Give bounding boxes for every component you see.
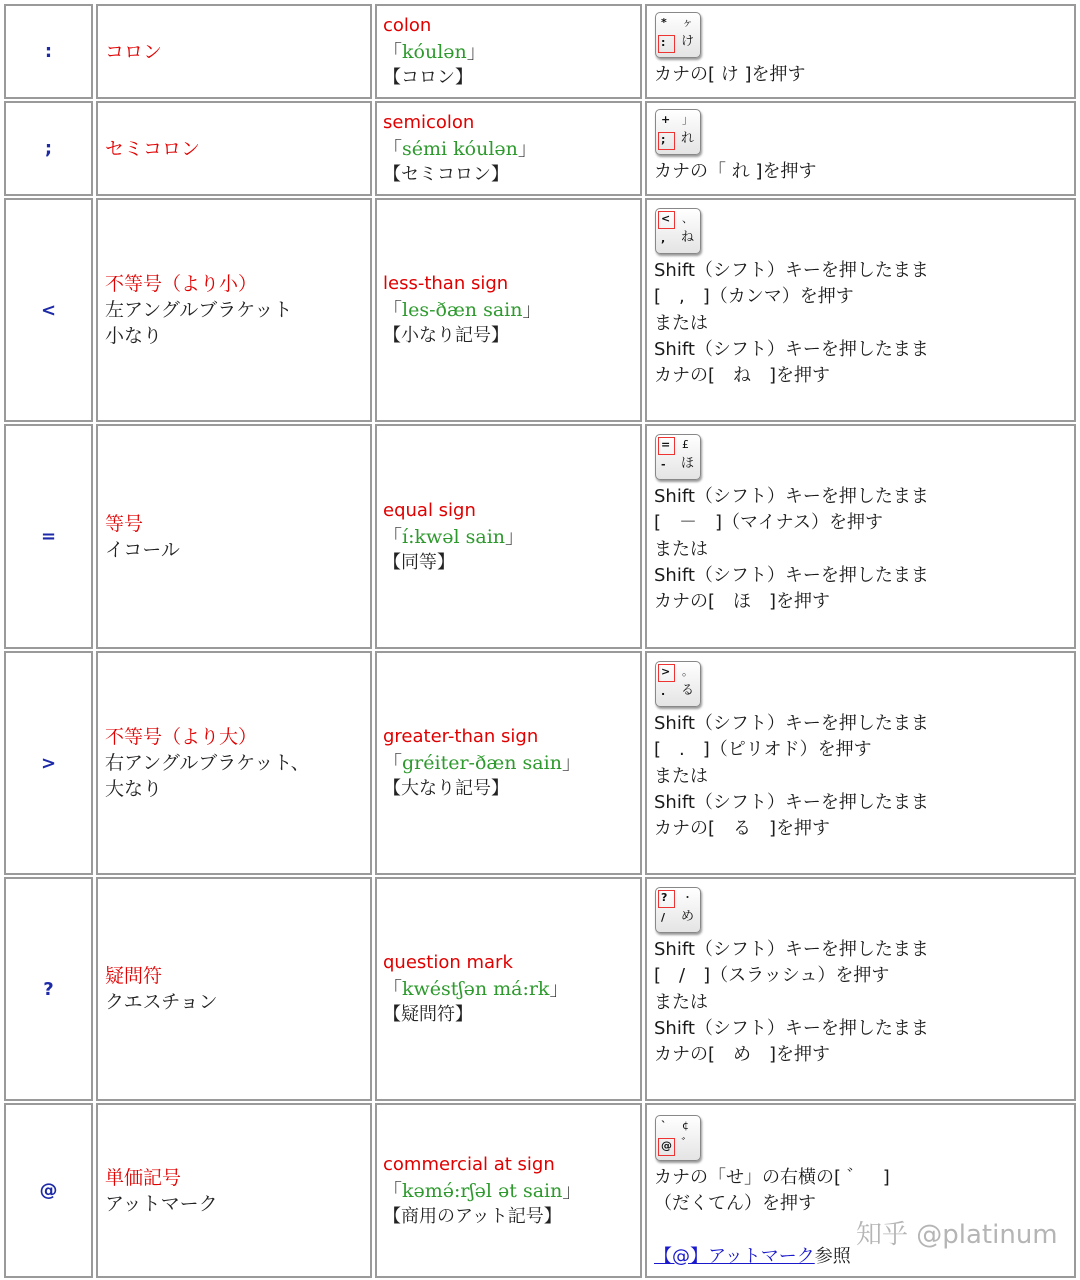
key-legend-bl: . — [661, 685, 666, 698]
key-legend-br: め — [681, 909, 695, 924]
key-legend-tl: = — [661, 438, 671, 451]
atmark-reference-link[interactable]: 【@】アットマーク — [654, 1245, 815, 1267]
name-cell — [96, 651, 372, 875]
phonetic-line — [383, 1178, 640, 1204]
key-legend-tr: 。 — [682, 665, 693, 678]
symbol-char: > — [40, 752, 57, 774]
english-cell — [375, 651, 642, 875]
instruction-cell — [645, 424, 1076, 649]
instruction-cell — [645, 4, 1076, 99]
phonetic-text: les-ðæn sain — [402, 299, 523, 321]
keycap-icon — [655, 661, 701, 707]
keycap-icon — [655, 887, 701, 933]
key-legend-bl: : — [661, 36, 666, 49]
watermark: 知乎 @platinum — [856, 1220, 1058, 1250]
key-legend-br: れ — [681, 131, 695, 146]
phonetic-text: gréiter-ðæn sain — [402, 752, 562, 774]
english-cell — [375, 1103, 642, 1278]
symbol-cell — [4, 4, 93, 99]
keycap-icon — [655, 434, 701, 480]
symbol-cell — [4, 424, 93, 649]
instruction-line: または — [654, 991, 708, 1013]
english-name: equal sign — [383, 499, 476, 521]
open-bracket: 「 — [383, 978, 403, 1000]
name-cell — [96, 198, 372, 422]
instruction-line: カナの[ る ]を押す — [654, 818, 831, 840]
name-cell — [96, 1103, 372, 1278]
name-cell — [96, 877, 372, 1101]
key-legend-tl: < — [661, 212, 671, 225]
key-legend-tl: * — [661, 16, 667, 29]
english-name: question mark — [383, 952, 513, 973]
instruction-line: Shift（シフト）キーを押したまま — [654, 564, 929, 586]
symbol-cell — [4, 198, 93, 422]
key-legend-tr: ヶ — [682, 16, 693, 29]
phonetic-line — [383, 297, 640, 323]
key-legend-tl: ? — [661, 891, 668, 904]
key-legend-br: ね — [681, 230, 695, 245]
japanese-term: 【セミコロン】 — [383, 163, 509, 185]
english-cell — [375, 424, 642, 649]
alt-name: イコール — [105, 538, 180, 561]
japanese-term: 【小なり記号】 — [383, 325, 509, 346]
open-bracket: 「 — [383, 1179, 403, 1202]
instruction-line: Shift（シフト）キーを押したまま — [654, 338, 929, 360]
instruction-line: Shift（シフト）キーを押したまま — [654, 939, 929, 960]
open-bracket: 「 — [383, 299, 403, 321]
instruction-line: カナの「 れ ]を押す — [654, 161, 817, 182]
instruction-line: カナの「せ」の右横の[ ゛ ] — [654, 1167, 890, 1188]
primary-name: コロン — [105, 40, 163, 63]
key-legend-bl: - — [661, 458, 666, 471]
name-cell — [96, 424, 372, 649]
phonetic-text: í:kwəl sain — [402, 525, 506, 548]
phonetic-text: kóulən — [402, 40, 467, 63]
key-legend-tl: ` — [661, 1119, 667, 1132]
symbol-cell — [4, 101, 93, 196]
japanese-term: 【同等】 — [383, 551, 455, 573]
key-legend-tr: ・ — [682, 891, 693, 904]
english-cell — [375, 4, 642, 99]
primary-name: 不等号（より小） — [105, 273, 258, 295]
primary-name: 疑問符 — [105, 965, 163, 987]
key-legend-tr: ¢ — [682, 1119, 689, 1132]
primary-name: 不等号（より大） — [105, 726, 258, 748]
key-legend-br: け — [681, 34, 695, 49]
english-name: greater-than sign — [383, 726, 539, 747]
instruction-cell — [645, 651, 1076, 875]
japanese-term: 【疑問符】 — [383, 1004, 473, 1025]
phonetic-line — [383, 524, 640, 550]
key-legend-bl: @ — [661, 1139, 672, 1152]
english-cell — [375, 198, 642, 422]
alt-name: 右アングルブラケット、 — [105, 752, 310, 774]
instruction-line: Shift（シフト）キーを押したまま — [654, 791, 929, 813]
instruction-line: Shift（シフト）キーを押したまま — [654, 260, 929, 281]
symbol-char: ; — [44, 138, 53, 159]
instruction-line: Shift（シフト）キーを押したまま — [654, 486, 929, 507]
japanese-term: 【コロン】 — [383, 66, 473, 88]
keycap-icon — [655, 12, 701, 58]
english-name: commercial at sign — [383, 1153, 555, 1175]
keycap-icon — [655, 109, 701, 155]
close-bracket: 」 — [549, 978, 569, 1000]
symbol-cell — [4, 877, 93, 1101]
instruction-cell — [645, 877, 1076, 1101]
instruction-line: または — [654, 765, 708, 787]
close-bracket: 」 — [466, 40, 486, 63]
phonetic-text: kəmə́:rʃəl ət sain — [402, 1179, 563, 1202]
instruction-line: カナの[ め ]を押す — [654, 1044, 831, 1066]
instruction-line: [ － ]（マイナス）を押す — [654, 512, 883, 534]
instruction-line: カナの[ ほ ]を押す — [654, 591, 831, 613]
close-bracket: 」 — [505, 525, 525, 548]
reference-suffix: 参照 — [814, 1245, 851, 1267]
alt-name: 大なり — [105, 778, 163, 800]
alt-name: 左アングルブラケット — [105, 299, 293, 321]
open-bracket: 「 — [383, 137, 403, 160]
phonetic-text: kwéstʃən má:rk — [402, 978, 550, 1000]
japanese-term: 【商用のアット記号】 — [383, 1205, 562, 1227]
key-legend-br: る — [681, 683, 695, 698]
open-bracket: 「 — [383, 40, 403, 63]
open-bracket: 「 — [383, 525, 403, 548]
primary-name: 等号 — [105, 512, 144, 535]
key-legend-tr: 、 — [682, 212, 693, 225]
name-cell — [96, 101, 372, 196]
symbol-char: = — [40, 526, 57, 547]
alt-name: アットマーク — [105, 1192, 218, 1215]
instruction-line: （だくてん）を押す — [654, 1193, 816, 1215]
instruction-line: Shift（シフト）キーを押したまま — [654, 1017, 929, 1039]
close-bracket: 」 — [561, 752, 581, 774]
symbol-char: : — [44, 41, 53, 62]
english-name: less-than sign — [383, 273, 509, 294]
open-bracket: 「 — [383, 752, 403, 774]
japanese-term: 【大なり記号】 — [383, 778, 509, 799]
phonetic-line — [383, 976, 640, 1002]
key-legend-bl: ; — [661, 133, 666, 146]
instruction-line: Shift（シフト）キーを押したまま — [654, 713, 929, 734]
symbol-char: < — [40, 299, 57, 321]
english-name: colon — [383, 14, 432, 36]
key-legend-br: ほ — [681, 456, 695, 471]
symbol-cell — [4, 1103, 93, 1278]
key-legend-tl: + — [661, 113, 671, 126]
symbol-char: @ — [39, 1180, 58, 1201]
instruction-line: [ . ]（ピリオド）を押す — [654, 739, 872, 761]
instruction-line: [ , ]（カンマ）を押す — [654, 286, 854, 308]
phonetic-text: sémi kóulən — [402, 137, 518, 160]
phonetic-line — [383, 136, 640, 162]
instruction-line: [ / ]（スラッシュ）を押す — [654, 965, 890, 987]
close-bracket: 」 — [562, 1179, 582, 1202]
instruction-cell — [645, 101, 1076, 196]
alt-name: 小なり — [105, 325, 163, 347]
keycap-icon — [655, 208, 701, 254]
instruction-line: カナの[ ね ]を押す — [654, 365, 831, 387]
key-legend-bl: , — [661, 232, 666, 245]
symbol-char: ? — [43, 978, 54, 1000]
instruction-cell — [645, 1103, 1076, 1278]
english-name: semicolon — [383, 111, 475, 133]
close-bracket: 」 — [522, 299, 542, 321]
close-bracket: 」 — [517, 137, 537, 160]
key-legend-br: ゛ — [681, 1137, 695, 1152]
phonetic-line — [383, 39, 640, 65]
key-legend-bl: / — [661, 911, 666, 924]
alt-name: クエスチョン — [105, 991, 218, 1013]
instruction-line: または — [654, 538, 708, 560]
keycap-icon — [655, 1115, 701, 1161]
primary-name: セミコロン — [105, 137, 201, 160]
phonetic-line — [383, 750, 640, 776]
instruction-cell — [645, 198, 1076, 422]
name-cell — [96, 4, 372, 99]
english-cell — [375, 101, 642, 196]
instruction-line: カナの[ け ]を押す — [654, 64, 806, 85]
instruction-line: または — [654, 312, 708, 334]
english-cell — [375, 877, 642, 1101]
key-legend-tr: £ — [682, 438, 689, 451]
key-legend-tr: 」 — [682, 113, 693, 126]
key-legend-tl: > — [661, 665, 671, 678]
symbol-cell — [4, 651, 93, 875]
primary-name: 単価記号 — [105, 1166, 182, 1189]
